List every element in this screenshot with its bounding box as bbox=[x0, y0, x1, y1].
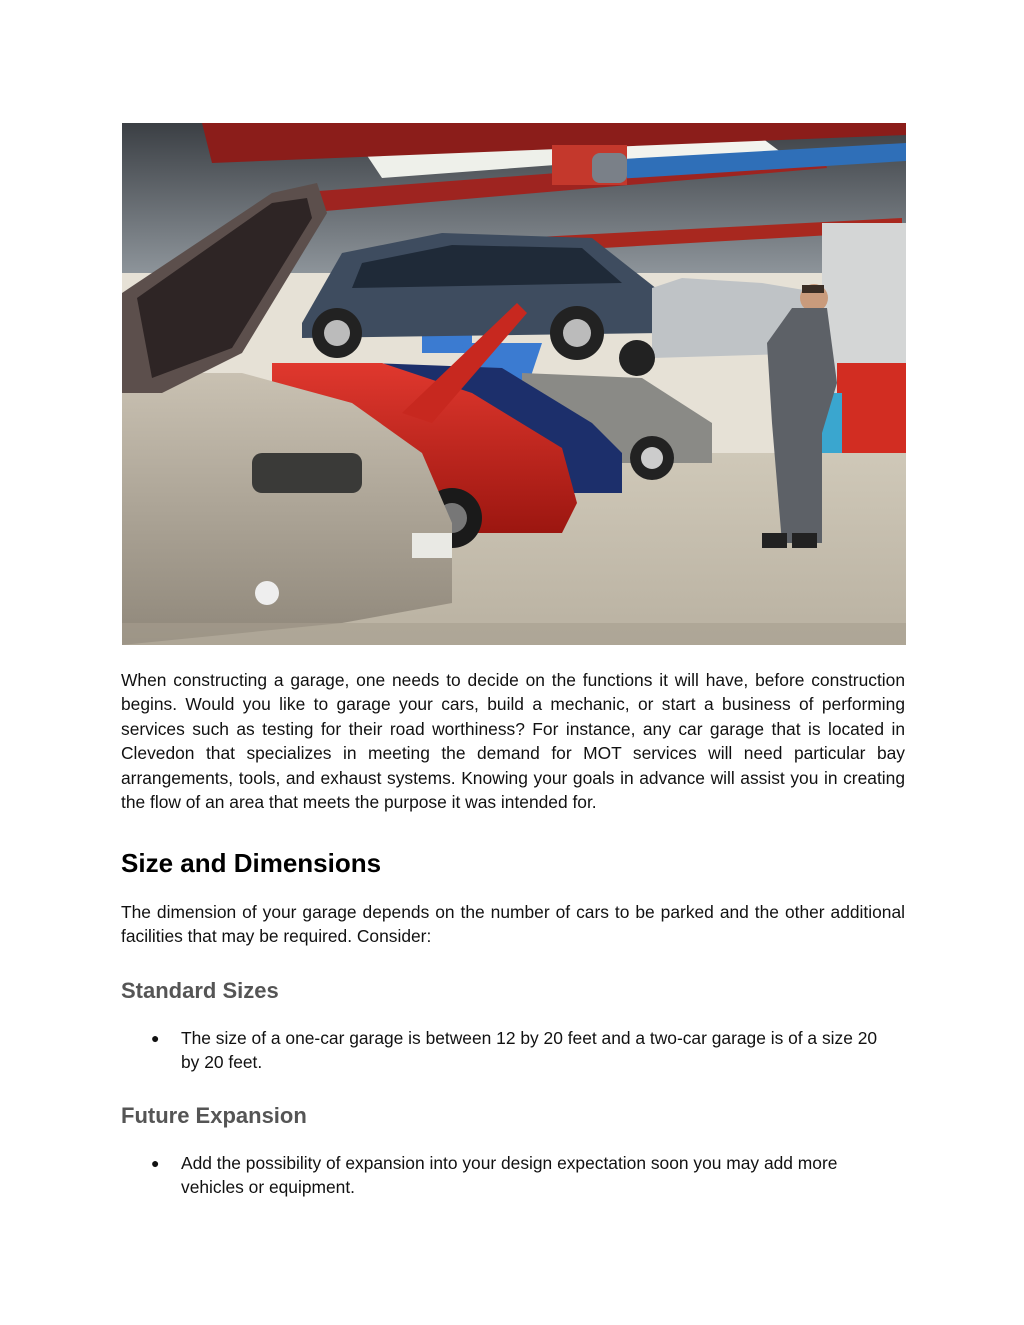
garage-photo bbox=[122, 123, 906, 645]
size-dimensions-paragraph: The dimension of your garage depends on the number of cars to be parked and the other additional facilities that may be required. Consider: bbox=[121, 902, 905, 947]
intro-paragraph: When constructing a garage, one needs to decide on the functions it will have, before construction begins. Would you like to garage your cars, build a mechanic, or start a business of performing services such as testing for their road worthiness? For instance, any car garage that is located in Clevedon that specializes in meeting the demand for MOT services will need particular bay arrangements, tools, and exhaust systems. Knowing your goals in advance will assist you in creating the flow of an area that meets the purpose it was intended for. bbox=[121, 670, 905, 813]
list-item-text: The size of a one-car garage is between 12 by 20 feet and a two-car garage is of a size 20 by 20 feet. bbox=[181, 1028, 878, 1073]
garage-photo-icon bbox=[122, 123, 906, 645]
section-heading-size-dimensions: Size and Dimensions bbox=[121, 848, 382, 878]
list-item-text: Add the possibility of expansion into your design expectation soon you may add more vehicles or equipment. bbox=[181, 1153, 838, 1198]
list-item bbox=[121, 1026, 905, 1075]
subheading-standard-sizes: Standard Sizes bbox=[121, 978, 279, 1003]
list-item bbox=[121, 1151, 905, 1200]
subheading-future-expansion: Future Expansion bbox=[121, 1103, 307, 1128]
standard-sizes-list bbox=[121, 1026, 905, 1075]
future-expansion-list bbox=[121, 1151, 905, 1200]
bullet-icon: ● bbox=[151, 1030, 160, 1046]
bullet-icon: ● bbox=[151, 1155, 160, 1171]
